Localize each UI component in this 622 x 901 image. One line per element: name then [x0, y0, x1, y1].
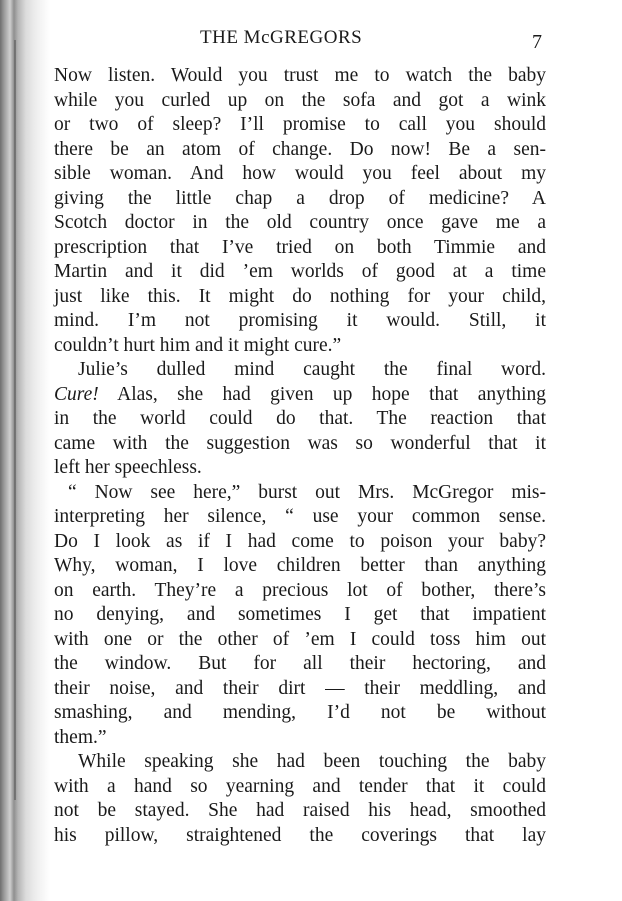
text-line: left her speechless.	[54, 457, 202, 478]
text-line: Do I look as if I had come to poison your baby?	[54, 530, 546, 552]
text-line: prescription that I’ve tried on both Timmie and	[54, 236, 546, 258]
text-line: smashing, and mending, I’d not be without	[54, 702, 546, 723]
text-line: with one or the other of ’em I could toss him out	[54, 628, 546, 650]
text-line: mind. I’m not promising it would. Still, it	[54, 310, 546, 331]
text-line: interpreting her silence, “ use your common sense.	[54, 506, 546, 527]
text-line: Why, woman, I love children better than anything	[54, 555, 546, 576]
text-line: “ Now see here,” burst out Mrs. McGregor mis-	[68, 481, 546, 503]
text-line: no denying, and sometimes I get that impatient	[54, 604, 546, 625]
text-line: came with the suggestion was so wonderful that it	[54, 432, 546, 454]
text-line: them.”	[54, 726, 107, 748]
text-line: his pillow, straightened the coverings that lay	[54, 824, 546, 846]
text-line: not be stayed. She had raised his head, smoothed	[54, 800, 546, 821]
text-line: with a hand so yearning and tender that it could	[54, 775, 546, 797]
text-line: Cure! Alas, she had given up hope that anything	[54, 383, 546, 405]
text-line: Julie’s dulled mind caught the final word.	[78, 359, 546, 380]
text-line: there be an atom of change. Do now! Be a sen-	[54, 138, 546, 160]
running-head: THE McGREGORS	[200, 27, 363, 48]
text-line: while you curled up on the sofa and got a wink	[54, 89, 546, 111]
text-line: sible woman. And how would you feel about my	[54, 163, 546, 184]
text-line: the window. But for all their hectoring, and	[54, 653, 546, 674]
text-line: just like this. It might do nothing for your child,	[54, 285, 546, 307]
body-text	[54, 64, 546, 848]
page-number: 7	[532, 31, 542, 53]
text-line: in the world could do that. The reaction that	[54, 408, 546, 429]
text-line: couldn’t hurt him and it might cure.”	[54, 334, 342, 356]
binding-gutter-shadow	[0, 0, 50, 901]
binding-crease	[14, 40, 16, 800]
text-line: or two of sleep? I’ll promise to call you should	[54, 114, 546, 135]
text-line: Martin and it did ’em worlds of good at a time	[54, 261, 546, 282]
text-line: giving the little chap a drop of medicine? A	[54, 187, 546, 209]
text-line: Now listen. Would you trust me to watch the baby	[54, 65, 546, 86]
text-line: their noise, and their dirt — their meddling, and	[54, 677, 546, 699]
text-line: on earth. They’re a precious lot of bother, there’s	[54, 579, 546, 601]
emphasis-word: Cure!	[54, 383, 99, 405]
text-line: Scotch doctor in the old country once gave me a	[54, 212, 546, 233]
text-line: While speaking she had been touching the baby	[78, 751, 546, 772]
